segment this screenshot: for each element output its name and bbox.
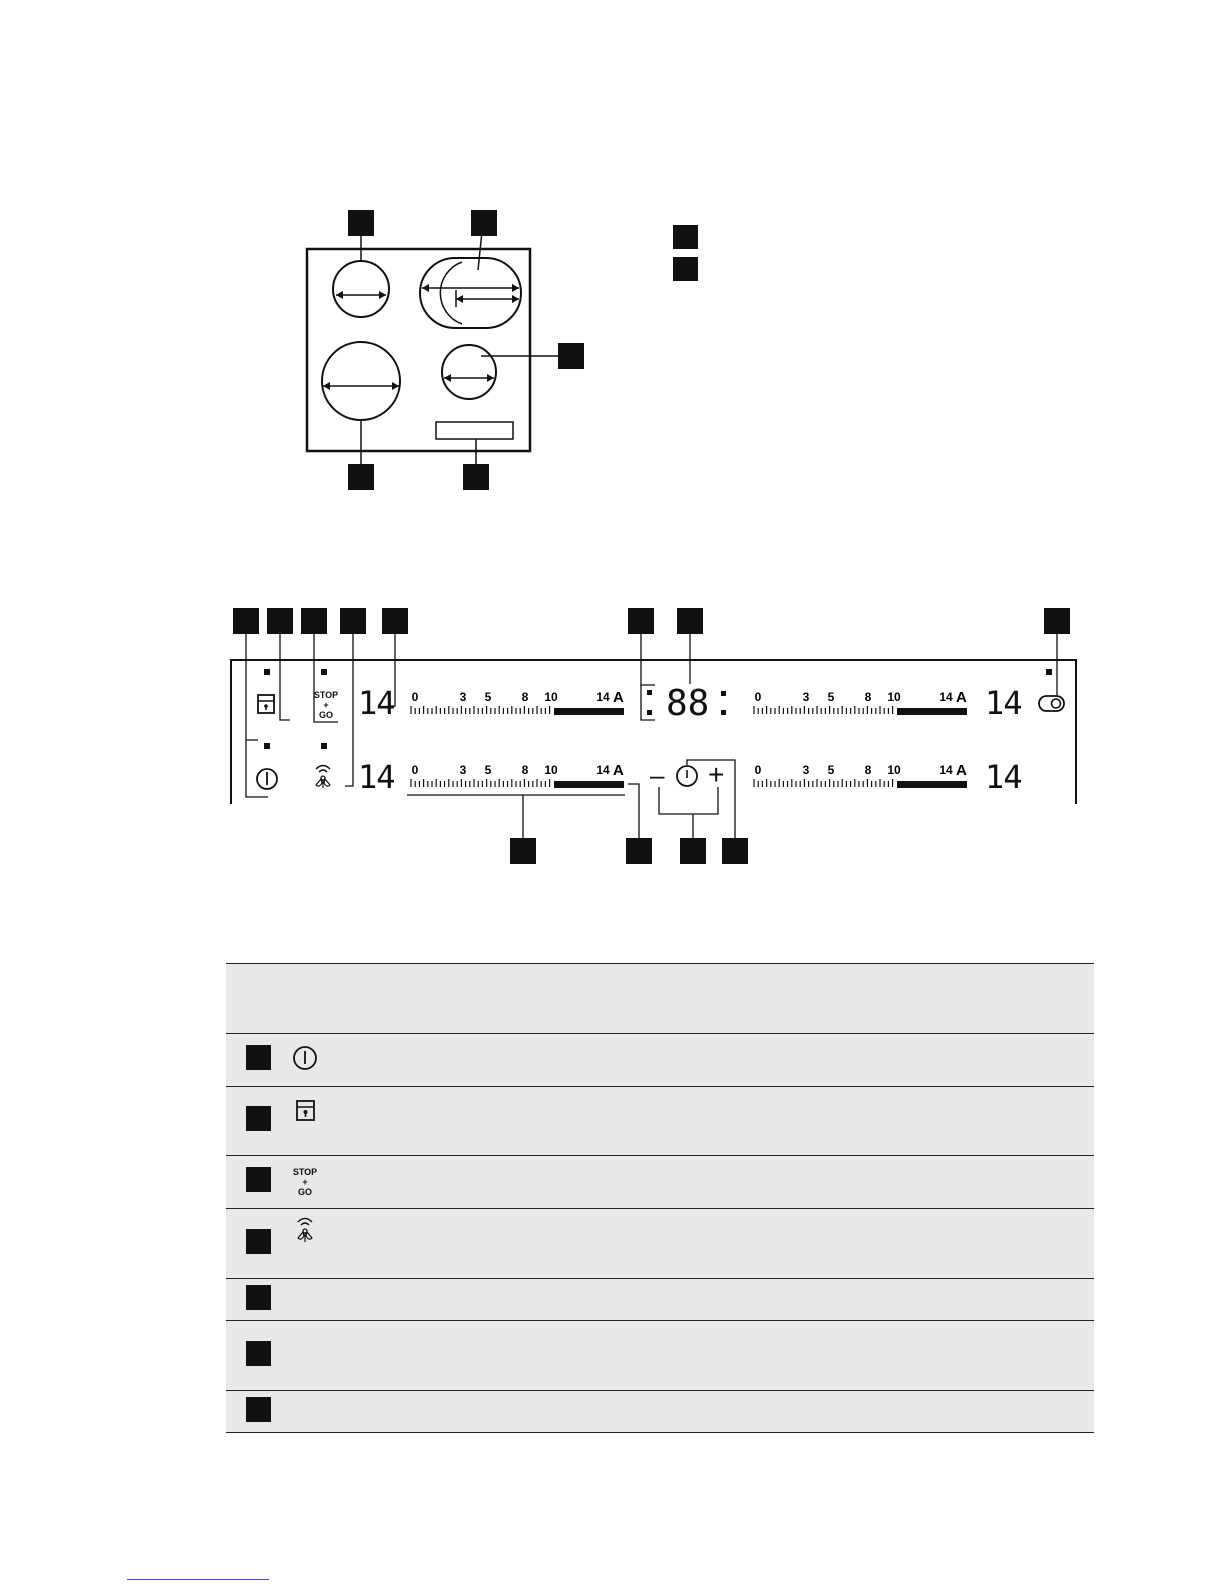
legend-marker-2 <box>673 257 698 281</box>
hob2hood-icon <box>290 1217 320 1249</box>
scale-tick-label: 14 <box>596 763 610 777</box>
power-scale-bottom-left[interactable] <box>411 762 624 788</box>
stop-go-icon: STOP + GO <box>292 1167 318 1197</box>
scale-tick-label: 0 <box>411 690 419 704</box>
row-number-5 <box>246 1285 271 1310</box>
table-header-row <box>226 964 1094 1034</box>
hob2hood-icon[interactable] <box>316 766 330 789</box>
table-row <box>226 1321 1094 1391</box>
table-header <box>226 964 1094 1034</box>
row-text <box>340 1321 1094 1391</box>
table-row <box>226 1391 1094 1433</box>
table-row <box>226 1209 1094 1279</box>
callout-1 <box>348 210 374 236</box>
scale-tick-label: 5 <box>827 763 835 777</box>
timer-plus-button[interactable]: + <box>708 759 725 790</box>
scale-tick-label: 3 <box>459 690 467 704</box>
on-off-icon[interactable] <box>257 769 277 789</box>
scale-tick-label: 14 <box>939 763 953 777</box>
scale-suffix-label: A <box>613 689 624 706</box>
scale-suffix-label: A <box>613 762 624 779</box>
function-table <box>226 963 1094 1433</box>
scale-tick-label: 3 <box>802 763 810 777</box>
table-row <box>226 1279 1094 1321</box>
scale-tick-label: 3 <box>459 763 467 777</box>
callout-2 <box>471 210 497 236</box>
scale-boost-bar <box>554 708 624 715</box>
table-row <box>226 1156 1094 1209</box>
row-number-7 <box>246 1397 271 1422</box>
power-scale-bottom-right[interactable] <box>754 762 967 788</box>
row-text <box>340 1087 1094 1156</box>
table-row <box>226 1034 1094 1087</box>
panel-drawing <box>0 600 1225 880</box>
scale-tick-label: 14 <box>939 690 953 704</box>
scale-tick-label: 5 <box>484 690 492 704</box>
timer-display: 88 <box>666 683 710 724</box>
legend-marker-1 <box>673 225 698 249</box>
scale-tick-label: 0 <box>411 763 419 777</box>
lock-icon <box>290 1097 320 1127</box>
scale-tick-label: 14 <box>596 690 610 704</box>
scale-tick-label: 10 <box>887 763 901 777</box>
callout-3 <box>558 343 584 369</box>
control-panel-outline <box>436 422 513 439</box>
stop-go-label[interactable]: STOP + GO <box>313 690 339 720</box>
scale-tick-label: 3 <box>802 690 810 704</box>
row-text <box>340 1156 1094 1209</box>
scale-boost-bar <box>897 781 967 788</box>
cooking-zone-top-left <box>333 261 389 317</box>
table-row <box>226 1087 1094 1156</box>
scale-tick-label: 10 <box>544 763 558 777</box>
scale-tick-label: 10 <box>544 690 558 704</box>
scale-tick-label: 5 <box>484 763 492 777</box>
power-level-display-top-right: 14 <box>985 684 1022 722</box>
scale-tick-label: 8 <box>864 763 872 777</box>
footer-link-line <box>127 1579 269 1580</box>
scale-tick-label: 8 <box>521 690 529 704</box>
scale-tick-label: 8 <box>521 763 529 777</box>
hob-diagram <box>0 0 640 505</box>
scale-tick-label: 0 <box>754 763 762 777</box>
row-text <box>340 1391 1094 1433</box>
scale-tick-label: 10 <box>887 690 901 704</box>
hob-drawing <box>0 0 640 500</box>
row-text <box>340 1279 1094 1321</box>
scale-boost-bar <box>554 781 624 788</box>
cooking-zone-bottom-left <box>322 342 400 420</box>
callout-4 <box>348 464 374 490</box>
power-scale-top-left[interactable] <box>411 689 624 715</box>
on-off-icon <box>290 1043 320 1073</box>
scale-suffix-label: A <box>956 762 967 779</box>
row-number-4 <box>246 1229 271 1254</box>
power-scale-top-right[interactable] <box>754 689 967 715</box>
row-number-3 <box>246 1167 271 1192</box>
scale-tick-label: 8 <box>864 690 872 704</box>
power-level-display-top-left: 14 <box>358 684 395 722</box>
lock-icon[interactable] <box>258 695 274 713</box>
timer-minus-button[interactable]: – <box>650 760 665 790</box>
callout-5 <box>463 464 489 490</box>
scale-boost-bar <box>897 708 967 715</box>
toggle-zone-icon[interactable] <box>1039 696 1064 711</box>
scale-suffix-label: A <box>956 689 967 706</box>
row-text <box>340 1034 1094 1087</box>
power-level-display-bottom-left: 14 <box>358 758 395 796</box>
scale-tick-label: 0 <box>754 690 762 704</box>
power-level-display-bottom-right: 14 <box>985 758 1022 796</box>
cooking-zone-top-right-oval <box>420 258 521 328</box>
row-number-6 <box>246 1341 271 1366</box>
row-number-1 <box>246 1045 271 1070</box>
timer-clock-icon[interactable] <box>677 766 697 786</box>
row-number-2 <box>246 1106 271 1131</box>
scale-tick-label: 5 <box>827 690 835 704</box>
row-text <box>340 1209 1094 1279</box>
cooking-zone-bottom-right <box>442 345 496 399</box>
